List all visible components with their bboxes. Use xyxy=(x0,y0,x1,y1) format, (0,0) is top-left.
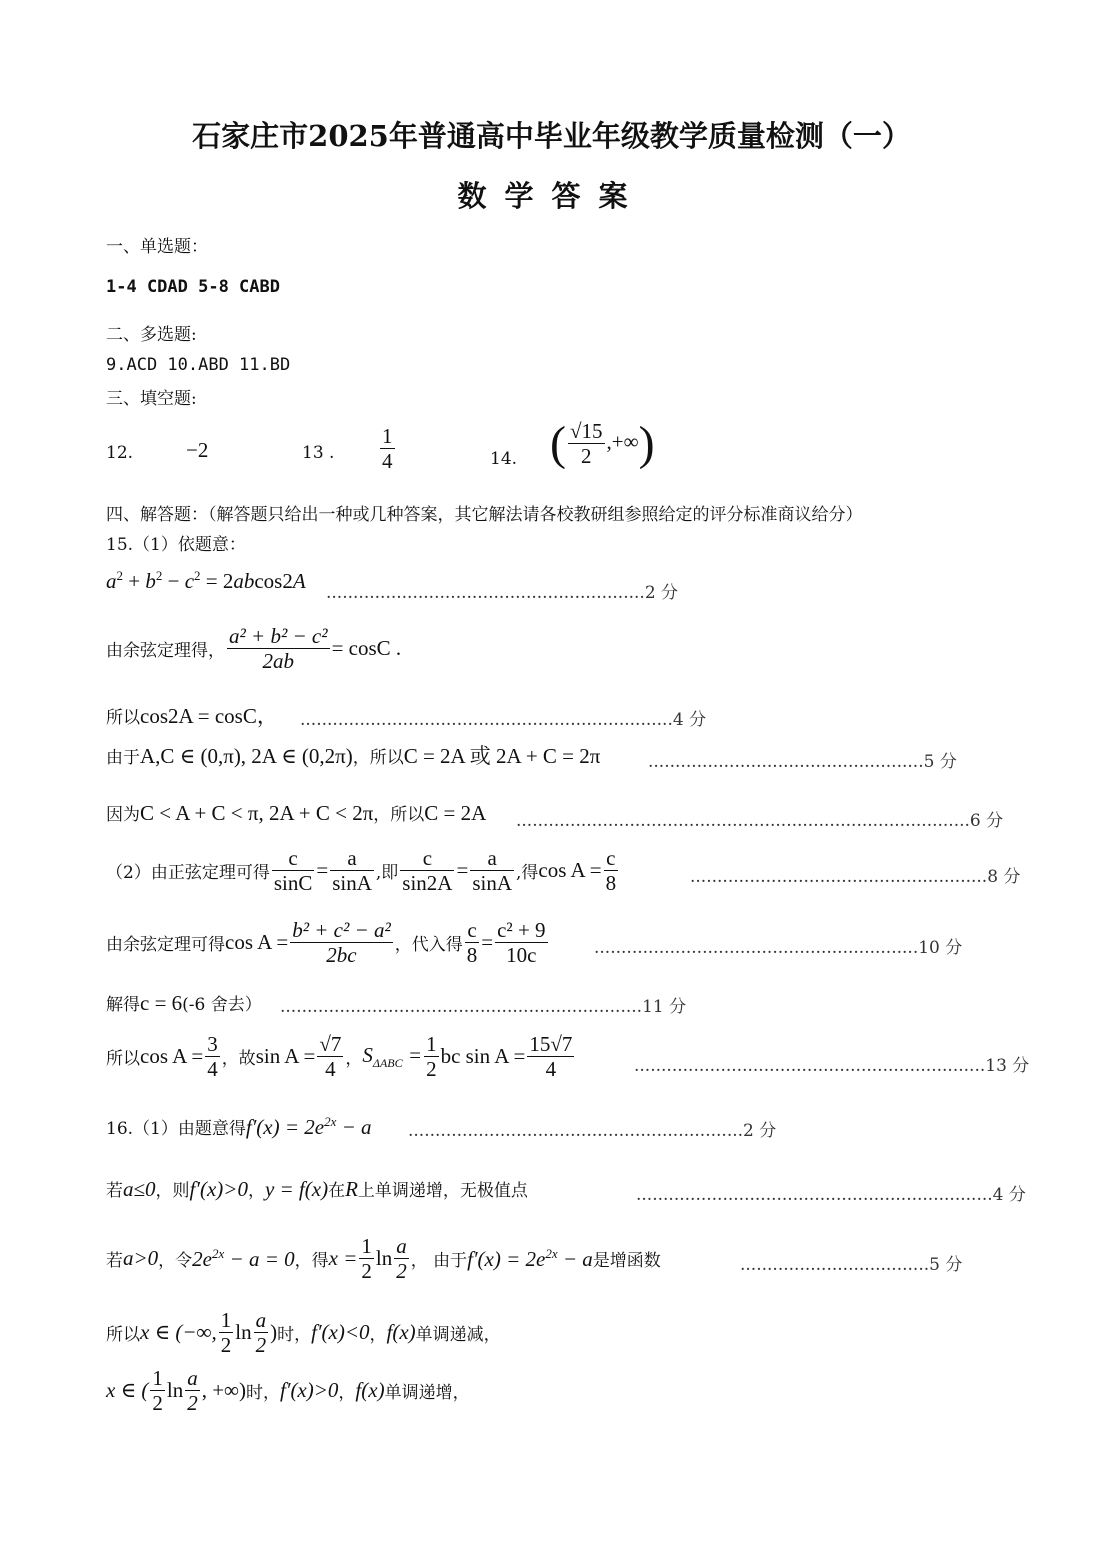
q16-line1-points: 2 分 xyxy=(743,1121,777,1141)
q16-line2-text3: ， xyxy=(247,1181,265,1201)
document-title: 石家庄市2025年普通高中毕业年级教学质量检测（一） xyxy=(192,119,911,153)
q16-line3-sup: 2x xyxy=(212,1245,225,1261)
single-choice-answers: 1-4 CDAD 5-8 CABD xyxy=(106,277,280,297)
q15-line6-frac1-num: c xyxy=(272,846,315,871)
q15-line9-area-sub: ΔABC xyxy=(372,1055,403,1070)
q15-line2 xyxy=(106,624,401,673)
q15-line9-leader: .................................................................13 分 xyxy=(634,1056,1030,1076)
q16-line3-frac2-num: a xyxy=(396,1234,407,1258)
q15-line7-frac2-den: 8 xyxy=(466,943,478,968)
q16-line4 xyxy=(106,1308,501,1357)
q15-line5 xyxy=(106,800,486,826)
q16-line4-text4: 单调递减， xyxy=(415,1325,501,1346)
q16-line5-ln: ln xyxy=(166,1378,184,1403)
q15-line4-math1: A,C ∈ (0,π), 2A ∈ (0,2π) xyxy=(140,744,353,768)
q16-line5-math1: x ∈ ( xyxy=(106,1378,149,1403)
q16-line3-text3: ，得 xyxy=(294,1251,329,1272)
q16-line3-frac2-den: 2 xyxy=(396,1259,407,1284)
q15-line6-frac3-num: c xyxy=(400,846,454,871)
q15-line5-mid: ，所以 xyxy=(373,805,425,825)
q15-line9-mid: ，故 xyxy=(221,1049,256,1070)
q15-line6-frac1-den: sinC xyxy=(273,871,313,896)
q16-line3-sup2: 2x xyxy=(545,1245,558,1261)
q15-line9-mid2: ， xyxy=(345,1049,363,1070)
q14-label: 14. xyxy=(490,449,518,469)
q15-line6-frac5-num: c xyxy=(604,846,619,871)
q15-line8-prefix: 解得 xyxy=(106,995,140,1015)
q15-line1: $a^2 + b^2 - c^2 = 2abcos2A$ xyxy=(106,568,306,593)
q16-line5-frac1-den: 2 xyxy=(152,1391,163,1416)
q15-line9-points: 13 分 xyxy=(985,1056,1030,1076)
q16-line4-math2: f′(x)<0 xyxy=(311,1320,370,1345)
q15-line7: 由余弦定理可得cos A = $\frac{\text{b² + c² − a²}}{2bc}$ ，代入得 $\frac{c}{8}$ = $\frac{\text{c² + 9}}{10c}$ xyxy=(106,918,546,968)
q15-line5-prefix: 因为 xyxy=(106,805,140,825)
q15-line9-frac1-den: 4 xyxy=(207,1057,218,1082)
q16-line3-text2: ，令 xyxy=(158,1251,193,1272)
q15-line6-frac3-den: sin2A xyxy=(402,871,453,896)
q15-line2-denominator: 2ab xyxy=(262,649,295,674)
q16-line5-math1b: , +∞) xyxy=(201,1378,247,1403)
q15-line5-points: 6 分 xyxy=(969,811,1004,831)
q15-line9-sin: sin A = xyxy=(255,1044,316,1069)
q15-line3-math: cos2A = cosC， xyxy=(140,704,278,728)
q13-label: 13 . xyxy=(302,443,335,463)
q16-line4-text2: 时， xyxy=(277,1325,312,1346)
q16-line2-math4: R xyxy=(345,1177,358,1201)
q16-line2-text5: 上单调递增，无极值点 xyxy=(357,1181,528,1201)
q15-line9-frac4-den: 4 xyxy=(545,1057,557,1082)
q16-line3-leader: ...................................5 分 xyxy=(740,1255,963,1275)
q16-line3-ln: ln xyxy=(375,1246,393,1271)
q15-line3-prefix: 所以 xyxy=(106,708,140,728)
q16-line3-math3: x = xyxy=(328,1246,358,1271)
q15-line5-leader: ....................................................................................6 分 xyxy=(516,811,1004,831)
q16-line1-sup: 2x xyxy=(324,1114,337,1129)
q16-line5-math3: f(x) xyxy=(355,1378,385,1403)
q15-line8 xyxy=(106,990,262,1016)
q16-line3-text1: 若 xyxy=(106,1251,123,1272)
q15-line7-leader: ............................................................10 分 xyxy=(594,938,963,958)
q16-line2 xyxy=(106,1176,528,1202)
q15-line9-frac1-num: 3 xyxy=(207,1032,218,1056)
q16-line2-text4: 在 xyxy=(328,1181,346,1201)
q15-line6-frac2-den: sinA xyxy=(332,871,372,896)
q16-line3-math2b: − a = 0 xyxy=(229,1246,295,1271)
q15-line9-cos: cos A = xyxy=(140,1044,204,1069)
q15-line4-points: 5 分 xyxy=(923,752,957,772)
q16-line5-frac1-num: 1 xyxy=(152,1366,163,1390)
q14-denominator: 2 xyxy=(581,444,592,468)
q15-line9-frac4-num: 15√7 xyxy=(529,1032,573,1056)
solution-heading: 四、解答题：（解答题只给出一种或几种答案，其它解法请各校教研组参照给定的评分标准商议给分） xyxy=(106,505,863,525)
q15-line7-prefix: 由余弦定理可得 xyxy=(106,935,225,956)
q16-line4-frac1-den: 2 xyxy=(220,1333,232,1358)
document-subtitle: 数学答案 xyxy=(457,179,646,213)
q16-line3-text4: ， 由于 xyxy=(410,1251,468,1272)
q16-line2-points: 4 分 xyxy=(992,1185,1026,1205)
q15-line1-leader: ...........................................................2 分 xyxy=(326,583,679,603)
q15-line7-frac3-num: c² + 9 xyxy=(497,918,546,942)
q15-line9-frac2-den: 4 xyxy=(325,1057,336,1082)
q15-line4 xyxy=(106,740,600,770)
q15-line5-math1: C < A + C < π, 2A + C < 2π xyxy=(140,801,374,825)
q16-line5-frac2-num: a xyxy=(187,1366,198,1390)
q16-line4-frac2-num: a xyxy=(255,1308,267,1332)
q15-line7-frac3-den: 10c xyxy=(506,943,537,968)
q15-line4-math2: C = 2A 或 2A + C = 2π xyxy=(403,744,601,768)
q15-line9-bc: bc sin A = xyxy=(440,1044,526,1069)
multi-choice-heading: 二、多选题: xyxy=(106,325,197,345)
q15-line6-mid: ,即 xyxy=(375,863,399,884)
q15-line2-prefix: 由余弦定理得， xyxy=(106,641,225,662)
q16-line2-leader: ..................................................................4 分 xyxy=(636,1185,1026,1205)
q16-line2-math3: y = f(x) xyxy=(264,1177,329,1201)
q12-answer: −2 xyxy=(186,438,209,462)
q15-line9-frac2-num: √7 xyxy=(319,1032,342,1056)
q16-line1 xyxy=(106,1114,372,1140)
q16-line5-math2: f′(x)>0 xyxy=(280,1378,339,1403)
q16-line2-text1: 若 xyxy=(106,1181,123,1201)
q15-line3-leader: .....................................................................4 分 xyxy=(300,710,707,730)
q15-line6-frac4-num: a xyxy=(470,846,514,871)
q16-line1-prefix: 16.（1）由题意得 xyxy=(106,1119,246,1139)
q16-line3 xyxy=(106,1234,661,1283)
q15-line9-area: S xyxy=(362,1042,373,1067)
q16-line3-math2: 2e xyxy=(192,1246,212,1271)
single-choice-heading: 一、单选题： xyxy=(106,237,208,257)
q15-line8-math: c = 6 xyxy=(140,991,183,1015)
q16-line4-math1b: ) xyxy=(270,1320,278,1345)
q15-line9-prefix: 所以 xyxy=(106,1049,140,1070)
q15-line6-frac2-num: a xyxy=(330,846,374,871)
q15-line6-leader: .......................................................8 分 xyxy=(690,867,1021,887)
q16-line3-frac1-den: 2 xyxy=(361,1259,372,1284)
q15-line7-frac2-num: c xyxy=(465,918,480,943)
q16-line1-math: f′(x) = 2e xyxy=(245,1115,325,1139)
q15-line3 xyxy=(106,700,278,730)
q15-line4-leader: ...................................................5 分 xyxy=(648,752,957,772)
q15-line4-mid: ，所以 xyxy=(352,748,404,768)
q15-line5-math2: C = 2A xyxy=(424,801,487,825)
q15-line9-frac3-den: 2 xyxy=(426,1057,437,1082)
multi-choice-answers: 9.ACD 10.ABD 11.BD xyxy=(106,355,291,375)
q16-line3-math1: a>0 xyxy=(123,1246,159,1271)
q16-line5-frac2-den: 2 xyxy=(187,1391,198,1416)
q14-answer: ( $\frac{√15}{2}$ ,+∞) xyxy=(550,417,655,470)
q16-line3-math4b: − a xyxy=(562,1246,593,1271)
q14-numerator: √15 xyxy=(569,418,603,443)
q15-line4-prefix: 由于 xyxy=(106,748,140,768)
q15-line6-frac5-den: 8 xyxy=(605,871,617,896)
q16-line1-tail: − a xyxy=(341,1115,372,1139)
q15-line6-mid2: ,得 xyxy=(516,863,539,884)
q15-line9: 所以cos A = $\frac{3}{4}$ ，故sin A = $\frac{√7}{4}$ ，$S_{\Delta ABC}$ = $\frac{1}{2}$ bc sin A = $\frac{15√7}{4}$ xyxy=(106,1032,573,1082)
q16-line3-points: 5 分 xyxy=(929,1255,963,1275)
q15-line6-prefix: （2）由正弦定理可得 xyxy=(106,863,270,884)
q16-line2-math2: f′(x)>0 xyxy=(189,1177,248,1201)
q16-line5-text2: 时， xyxy=(246,1383,281,1404)
q16-line4-text1: 所以 xyxy=(106,1325,140,1346)
q16-line4-math1: x ∈ (−∞, xyxy=(140,1320,217,1345)
q15-line3-points: 4 分 xyxy=(672,710,707,730)
q12-label: 12. xyxy=(106,443,134,463)
q15-line1-points: 2 分 xyxy=(644,583,679,603)
q16-line4-frac1-num: 1 xyxy=(220,1308,232,1332)
q16-line2-text2: ，则 xyxy=(155,1181,190,1201)
q13-denominator: 4 xyxy=(382,449,393,474)
q15-line9-frac3-num: 1 xyxy=(426,1032,437,1056)
q15-line7-mid: ，代入得 xyxy=(394,935,463,956)
q16-line2-math1: a≤0 xyxy=(123,1177,156,1201)
q15-line7-frac1-num: b² + c² − a² xyxy=(292,918,391,942)
q16-line4-text3: ， xyxy=(369,1325,387,1346)
q16-line4-frac2-den: 2 xyxy=(255,1333,267,1358)
q14-tail: ,+∞ xyxy=(606,429,639,454)
q15-line2-tail: = cosC . xyxy=(331,636,402,661)
q13-numerator: 1 xyxy=(382,424,393,448)
q15-line6-cos: cos A = xyxy=(538,858,602,883)
q15-line6: （2）由正弦定理可得 $\frac{c}{\sin C}$ = $\frac{a}{\sin A}$ ,即 $\frac{c}{\sin 2A}$ = $\frac{a}{\sin A}$ ,得cos A = $\frac{c}{8}$ xyxy=(106,846,617,896)
q16-line5 xyxy=(106,1366,470,1415)
q15-line8-leader: ...................................................................11 分 xyxy=(280,997,687,1017)
q16-line5-text4: 单调递增， xyxy=(384,1383,470,1404)
q16-line4-math3: f(x) xyxy=(386,1320,416,1345)
q15-line8-points: 11 分 xyxy=(642,997,687,1017)
q15-line7-points: 10 分 xyxy=(918,938,963,958)
q16-line3-frac1-num: 1 xyxy=(361,1234,372,1258)
q15-heading: 15.（1）依题意： xyxy=(106,535,246,555)
q16-line4-ln: ln xyxy=(235,1320,252,1345)
q16-line1-leader: ..............................................................2 分 xyxy=(408,1121,777,1141)
fill-blank-heading: 三、填空题: xyxy=(106,389,197,409)
q16-line3-math4: f′(x) = 2e xyxy=(467,1246,546,1271)
q16-line5-text3: ， xyxy=(338,1383,356,1404)
q15-line8-tail: (-6 舍去） xyxy=(182,995,262,1015)
q15-line7-cos: cos A = xyxy=(225,930,289,955)
q15-line7-frac1-den: 2bc xyxy=(326,943,357,968)
q16-line3-text5: 是增函数 xyxy=(592,1251,661,1272)
q13-answer xyxy=(378,424,397,473)
q15-line6-frac4-den: sinA xyxy=(472,871,512,896)
q15-line6-points: 8 分 xyxy=(987,867,1021,887)
q15-line2-numerator: a² + b² − c² xyxy=(229,624,328,648)
